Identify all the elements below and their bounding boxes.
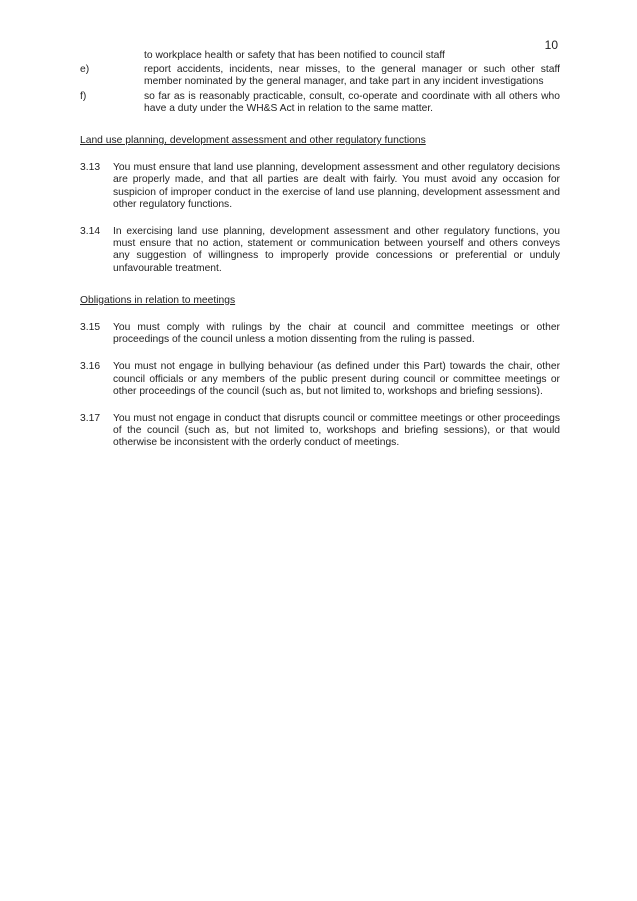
continuation-text: to workplace health or safety that has been notified to council staff: [144, 50, 445, 61]
clause-text: In exercising land use planning, development assessment and other regulatory functions, you must ensure that no action, statement or communication between yourself and others conveys any suggestion of willingness to improperly provide concessions or preferential or unduly unfavourable treatment.: [113, 226, 560, 274]
clause-3-16: [80, 361, 560, 398]
clause-number: 3.14: [80, 226, 101, 238]
clause-number: 3.17: [80, 413, 101, 425]
list-item-text: report accidents, incidents, near misses, to the general manager or such other staff member nominated by the general manager, and take part in any incident investigations: [144, 64, 560, 88]
clause-text: You must comply with rulings by the chair at council and committee meetings or other proceedings of the council unless a motion dissenting from the ruling is passed.: [113, 322, 560, 346]
list-item-label: f): [80, 90, 87, 102]
page-number: 10: [544, 38, 558, 52]
list-item-f: [80, 91, 560, 115]
clause-number: 3.15: [80, 322, 101, 334]
page-content: [80, 50, 560, 450]
clause-3-14: [80, 226, 560, 275]
clause-text: You must ensure that land use planning, development assessment and other regulatory decisions are properly made, and that all parties are dealt with fairly. You must avoid any occasion for suspicion of improper conduct in the exercise of land use planning, development assessment and other regulatory functions.: [113, 162, 560, 210]
clause-3-13: [80, 162, 560, 211]
clause-3-15: [80, 322, 560, 346]
list-item-label: e): [80, 64, 90, 76]
list-item-text: so far as is reasonably practicable, consult, co-operate and coordinate with all others who have a duty under the WH&S Act in relation to the same matter.: [144, 90, 560, 114]
clause-3-17: [80, 413, 560, 450]
section-heading-meetings: Obligations in relation to meetings: [80, 294, 236, 306]
clause-text: You must not engage in conduct that disrupts council or committee meetings or other proceedings of the council (such as, but not limited to, workshops and briefing sessions), or that would otherwise be inconsistent with the orderly conduct of meetings.: [113, 413, 560, 449]
clause-number: 3.13: [80, 162, 101, 174]
clause-text: You must not engage in bullying behaviour (as defined under this Part) towards the chair, other council officials or any members of the public present during council or committee meetings or other proceedings of the council (such as, but not limited to, workshops and briefing sessions).: [113, 361, 560, 397]
list-item-e: [80, 64, 560, 88]
section-heading-land-use: Land use planning, development assessment and other regulatory functions: [80, 135, 426, 147]
clause-number: 3.16: [80, 361, 101, 373]
